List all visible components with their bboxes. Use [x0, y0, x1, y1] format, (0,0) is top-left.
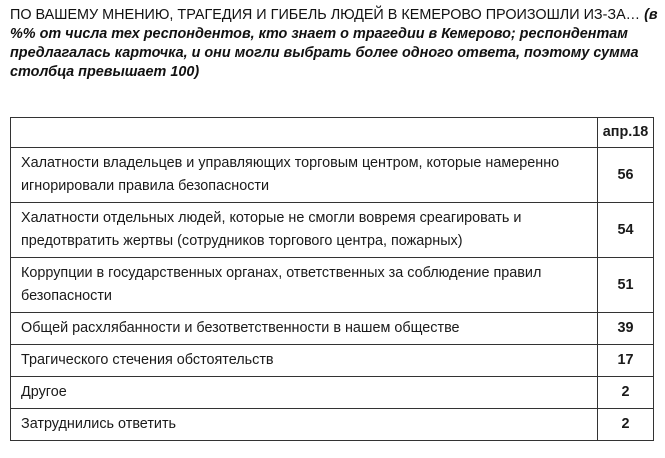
- table-header-row: [11, 118, 654, 148]
- table-row: [11, 377, 654, 409]
- row-label: Коррупции в государственных органах, ответственных за соблюдение правил безопасности: [11, 258, 598, 313]
- question-text: [10, 6, 658, 82]
- row-value: 56: [598, 148, 654, 203]
- header-empty-cell: [11, 118, 598, 148]
- row-value: 51: [598, 258, 654, 313]
- results-table: [10, 117, 654, 441]
- table-row: [11, 203, 654, 258]
- row-label: Халатности отдельных людей, которые не смогли вовремя среагировать и предотвратить жертвы (сотрудников торгового центра, пожарных): [11, 203, 598, 258]
- table-row: [11, 313, 654, 345]
- row-label: Халатности владельцев и управляющих торговым центром, которые намеренно игнорировали правила безопасности: [11, 148, 598, 203]
- row-value: 2: [598, 377, 654, 409]
- row-value: 17: [598, 345, 654, 377]
- table-row: [11, 345, 654, 377]
- table-row: [11, 258, 654, 313]
- table-row: [11, 409, 654, 441]
- row-label: Общей расхлябанности и безответственности в нашем обществе: [11, 313, 598, 345]
- table-row: [11, 148, 654, 203]
- column-header-apr18: апр.18: [598, 118, 654, 148]
- row-value: 54: [598, 203, 654, 258]
- question-title: ПО ВАШЕМУ МНЕНИЮ, ТРАГЕДИЯ И ГИБЕЛЬ ЛЮДЕЙ В КЕМЕРОВО ПРОИЗОШЛИ ИЗ-ЗА…: [10, 7, 645, 23]
- row-label: Другое: [11, 377, 598, 409]
- row-label: Затруднились ответить: [11, 409, 598, 441]
- question-note: (в %% от числа тех респондентов, кто знает о трагедии в Кемерово; респондентам предлагалась карточка, и они могли выбрать более одного ответа, поэтому сумма столбца превышает 100): [10, 7, 658, 80]
- row-value: 39: [598, 313, 654, 345]
- row-value: 2: [598, 409, 654, 441]
- row-label: Трагического стечения обстоятельств: [11, 345, 598, 377]
